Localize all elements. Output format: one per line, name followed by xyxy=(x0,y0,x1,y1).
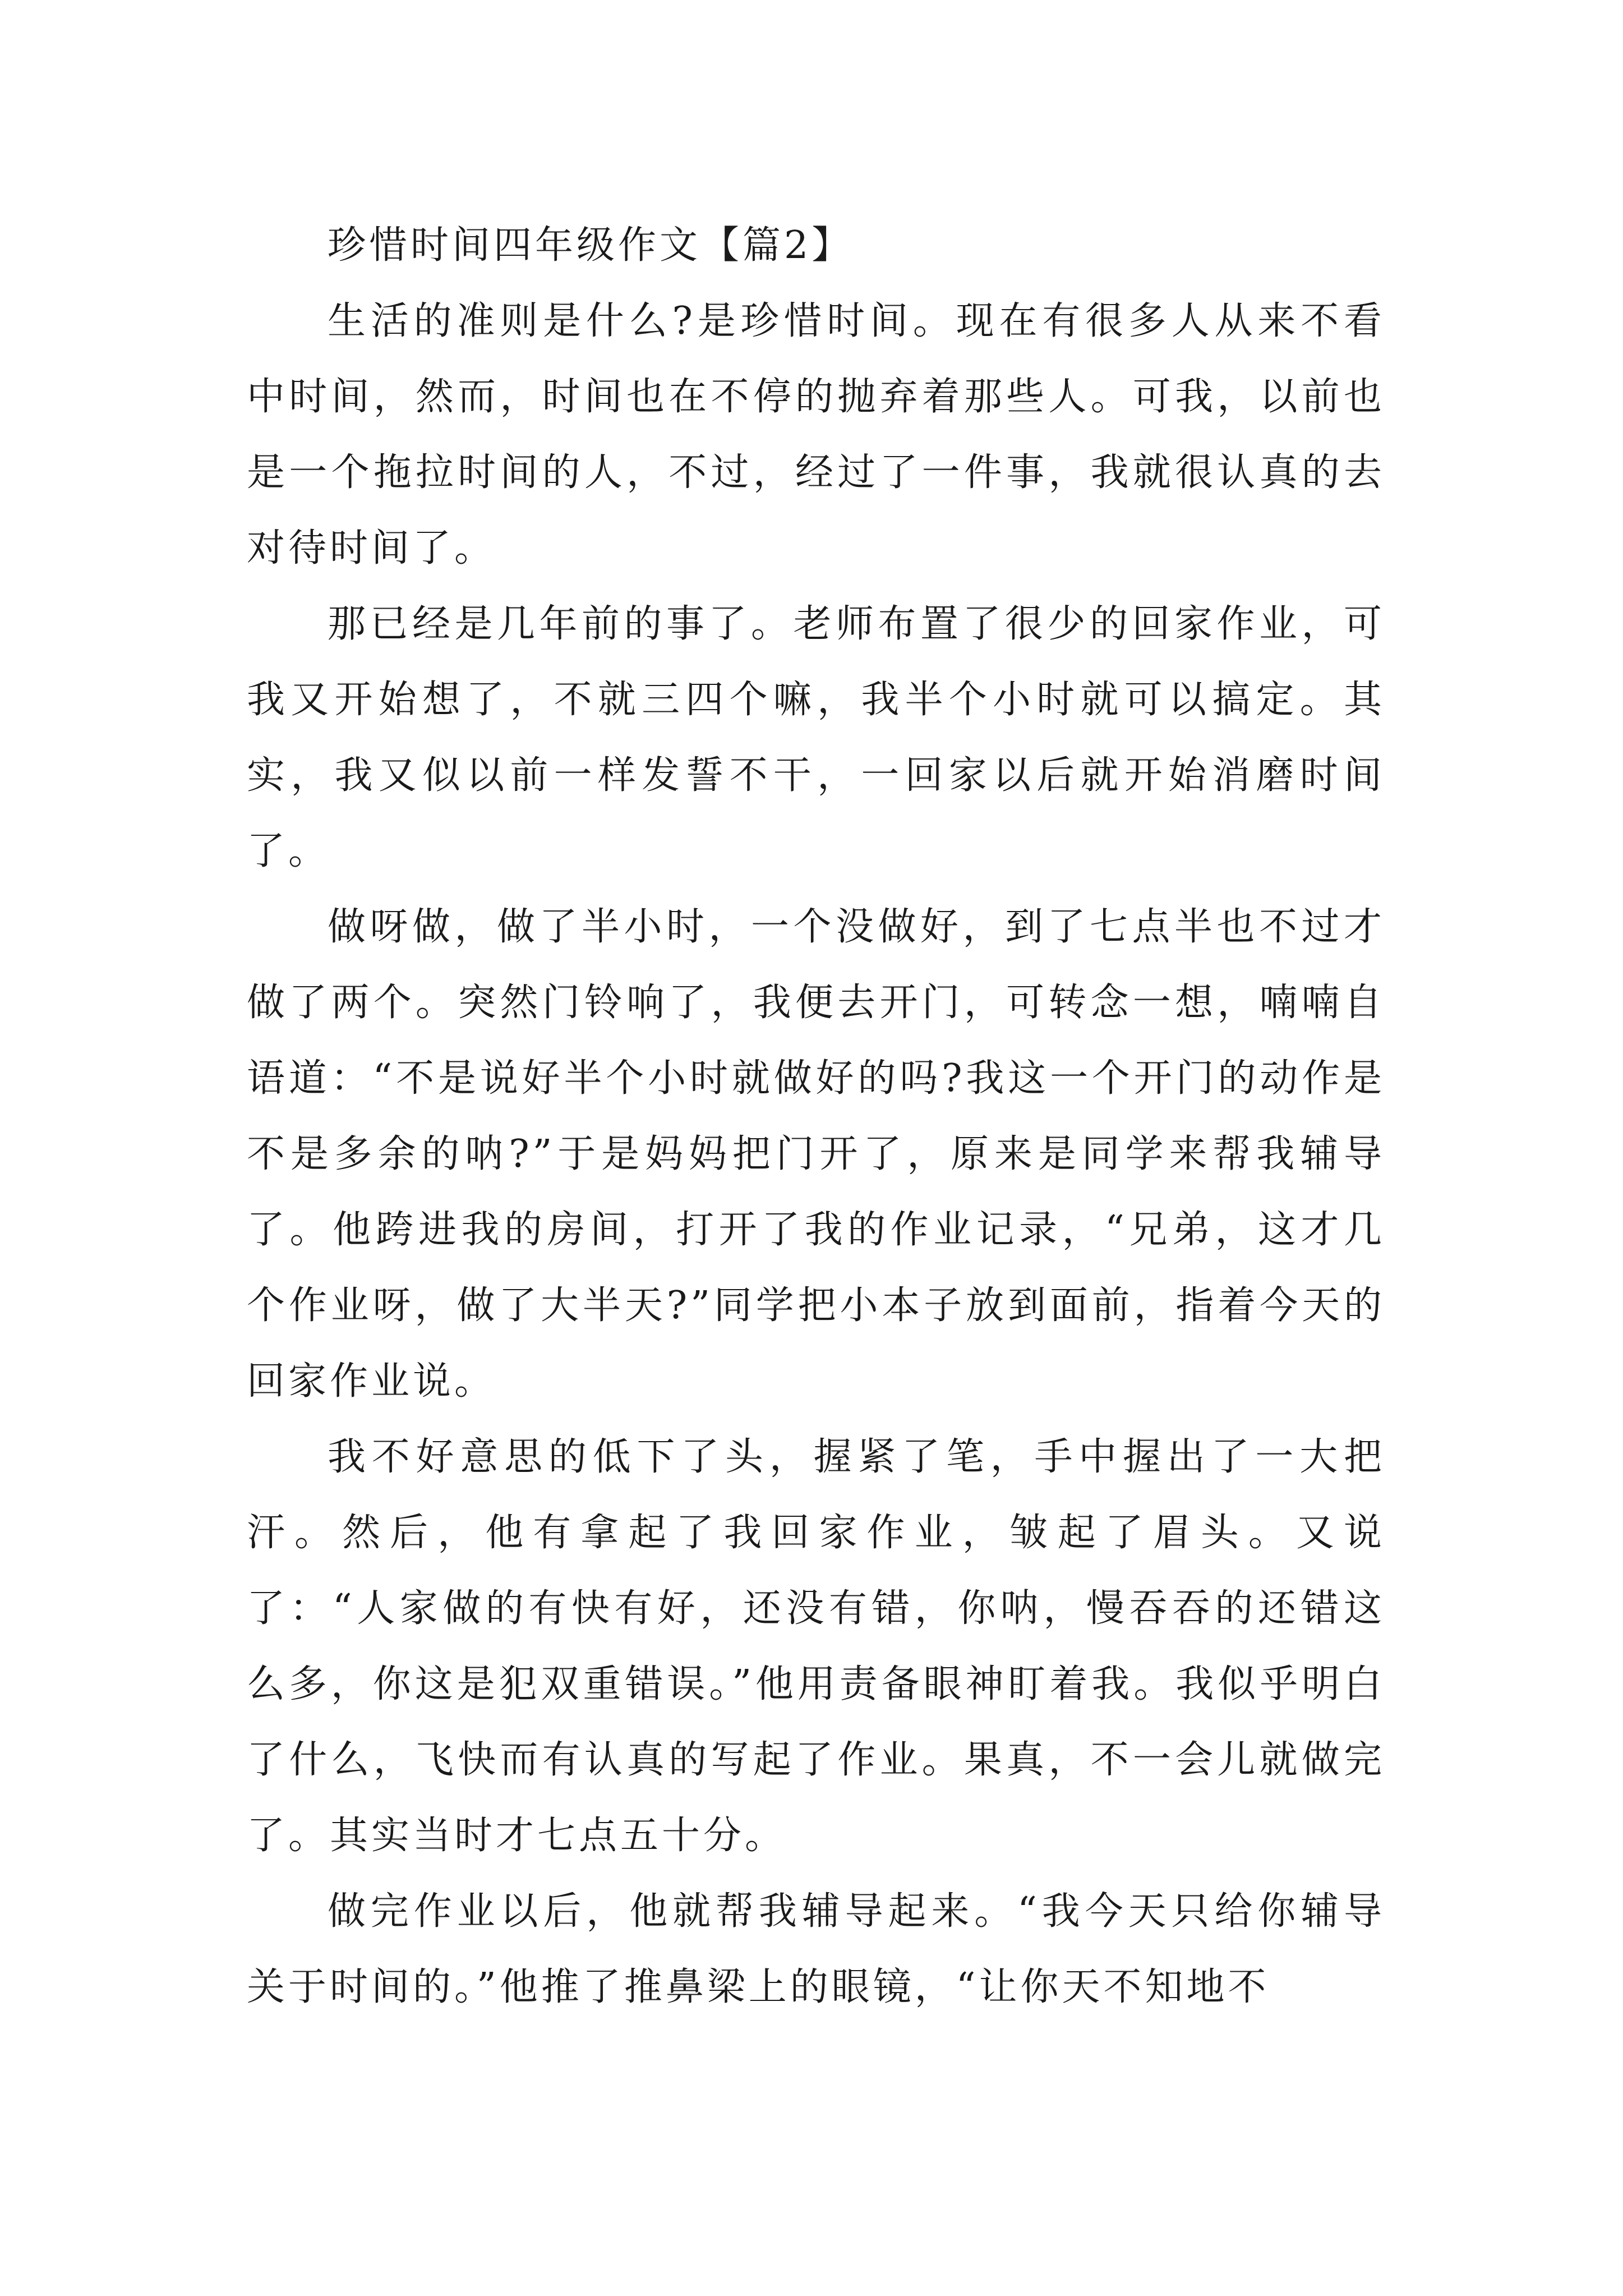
paragraph: 那已经是几年前的事了。老师布置了很少的回家作业，可我又开始想了，不就三四个嘛，我半个小时就可以搞定。其实，我又似以前一样发誓不干，一回家以后就开始消磨时间了。 xyxy=(247,602,1385,873)
paragraph: 做呀做，做了半小时，一个没做好，到了七点半也不过才做了两个。突然门铃响了，我便去开门，可转念一想，喃喃自语道：“不是说好半个小时就做好的吗?我这一个开门的动作是不是多余的呐?”于是妈妈把门开了，原来是同学来帮我辅导了。他跨进我的房间，打开了我的作业记录，“兄弟，这才几个作业呀，做了大半天?”同学把小本子放到面前，指着今天的回家作业说。 xyxy=(247,905,1386,1404)
paragraph: 我不好意思的低下了头，握紧了笔，手中握出了一大把汗。然后，他有拿起了我回家作业，皱起了眉头。又说了：“人家做的有快有好，还没有错，你呐，慢吞吞的还错这么多，你这是犯双重错误。”他用责备眼神盯着我。我似乎明白了什么，飞快而有认真的写起了作业。果真，不一会儿就做完了。其实当时才七点五十分。 xyxy=(247,1435,1386,1858)
paragraph: 生活的准则是什么?是珍惜时间。现在有很多人从来不看中时间，然而，时间也在不停的抛弃着那些人。可我，以前也是一个拖拉时间的人，不过，经过了一件事，我就很认真的去对待时间了。 xyxy=(247,299,1385,570)
paragraph: 做完作业以后，他就帮我辅导起来。“我今天只给你辅导关于时间的。”他推了推鼻梁上的眼镜，“让你天不知地不 xyxy=(247,1889,1385,2009)
document-body xyxy=(247,208,1385,2025)
essay-title: 珍惜时间四年级作文【篇2】 xyxy=(328,223,854,268)
